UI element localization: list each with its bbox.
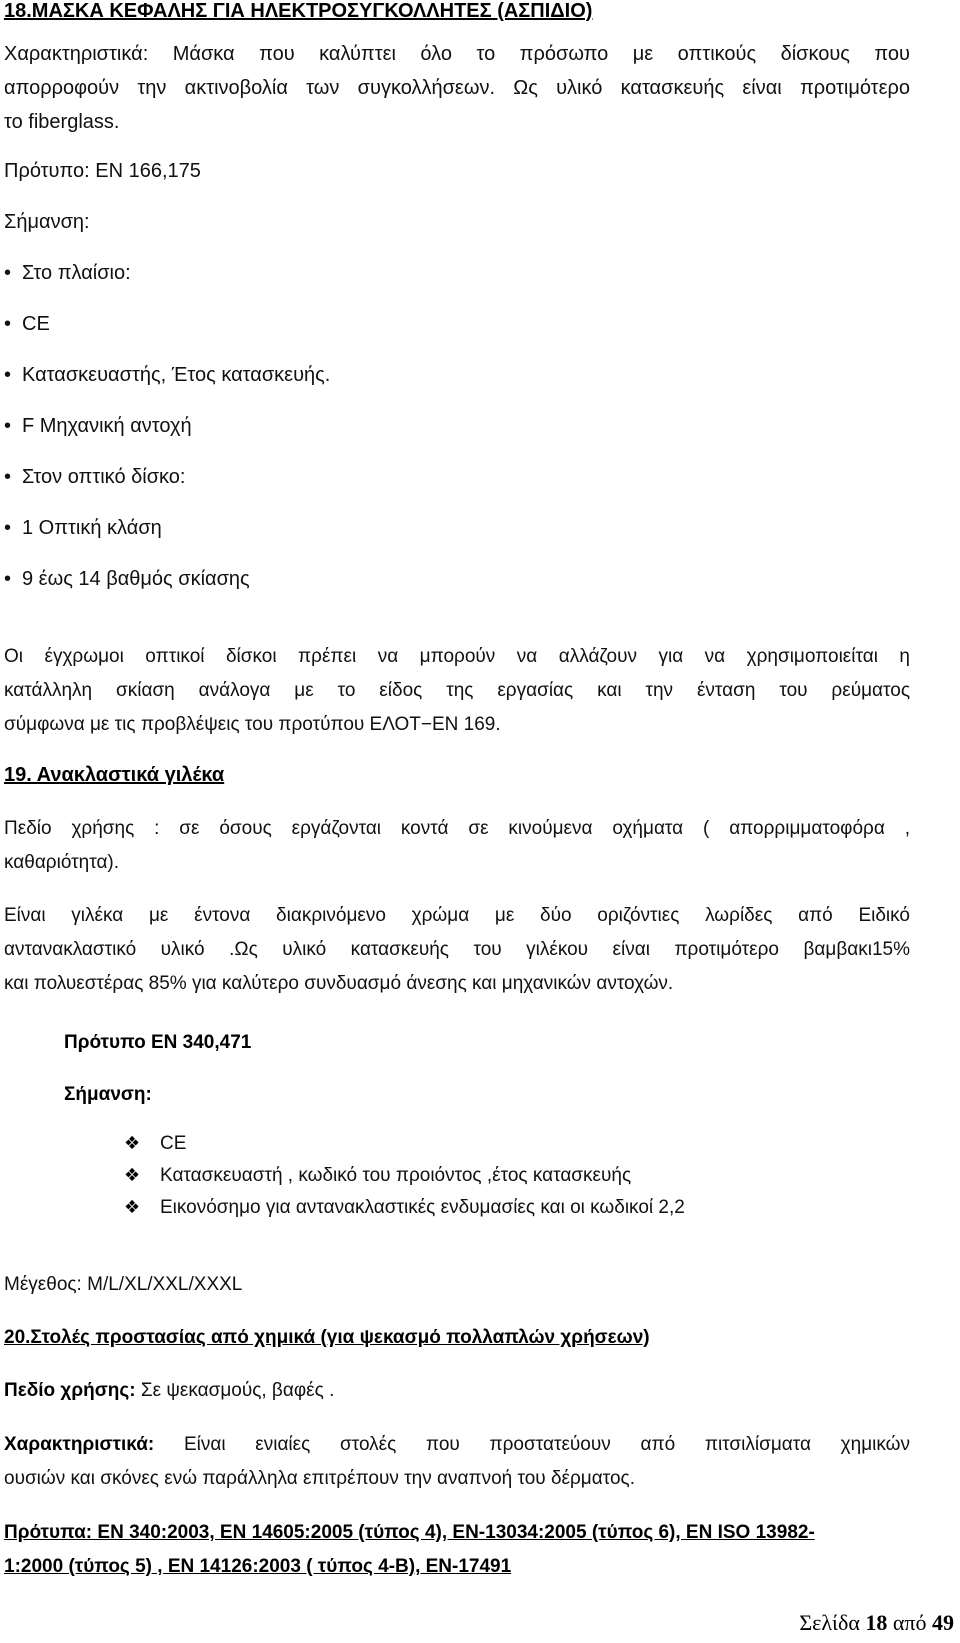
sec19-use-line-1: Πεδίο χρήσης : σε όσους εργάζονται κοντά σε κινούμενα οχήματα ( απορριμματοφόρα , xyxy=(4,818,910,839)
sec20-use-text: Σε ψεκασμούς, βαφές . xyxy=(135,1380,335,1401)
sec19-standard: Πρότυπο EN 340,471 xyxy=(64,1032,252,1053)
diamond-bullet-icon: ❖ xyxy=(124,1165,141,1185)
sec20-characteristics-line-2: ουσιών και σκόνες ενώ παράλληλα επιτρέπουν την αναπνοή του δέρματος. xyxy=(4,1468,635,1489)
sec18-paragraph-line-2: κατάλληλη σκίαση ανάλογα με το είδος της εργασίας και την ένταση του ρεύματος xyxy=(4,680,910,701)
sec18-bullet-item: 1 Οπτική κλάση xyxy=(22,517,162,539)
sec19-mark-item: Εικονόσημο για αντανακλαστικές ενδυμασίες και οι κωδικοί 2,2 xyxy=(160,1197,685,1218)
sec18-bullet-item: 9 έως 14 βαθμός σκίασης xyxy=(22,568,250,590)
footer-page-of: από xyxy=(887,1610,932,1635)
sec19-description-line-1: Είναι γιλέκα με έντονα διακρινόμενο χρώμα με δύο οριζόντιες λωρίδες από Ειδικό xyxy=(4,905,910,926)
sec19-use-line-2: καθαριότητα). xyxy=(4,852,120,873)
bullet-icon: • xyxy=(4,568,12,590)
sec18-bullet-item: Στον οπτικό δίσκο: xyxy=(22,466,186,488)
sec20-use-line xyxy=(4,1380,334,1402)
sec18-bullet-item: CE xyxy=(22,313,50,335)
sec18-paragraph-line-3: σύμφωνα με τις προβλέψεις του προτύπου ΕΛΟΤ−EN 169. xyxy=(4,714,501,735)
bullet-icon: • xyxy=(4,517,12,539)
sec18-bullet-item: F Μηχανική αντοχή xyxy=(22,415,192,437)
section-18-heading: 18.ΜΑΣΚΑ ΚΕΦΑΛΗΣ ΓΙΑ ΗΛΕΚΤΡΟΣΥΓΚΟΛΛΗΤΕΣ (ΑΣΠΙΔΙΟ) xyxy=(4,0,593,22)
bullet-icon: • xyxy=(4,262,12,284)
footer-page-prefix: Σελίδα xyxy=(799,1610,866,1635)
bullet-icon: • xyxy=(4,466,12,488)
sec18-characteristics-line-2: απορροφούν την ακτινοβολία των συγκολλήσεων. Ως υλικό κατασκευής είναι προτιμότερο xyxy=(4,77,910,99)
sec18-standard: Πρότυπο: EN 166,175 xyxy=(4,160,201,182)
sec18-bullet-item: Κατασκευαστής, Έτος κατασκευής. xyxy=(22,364,331,386)
sec20-use-label: Πεδίο χρήσης: xyxy=(4,1380,136,1401)
sec18-marking-label: Σήμανση: xyxy=(4,211,90,233)
section-19-heading: 19. Ανακλαστικά γιλέκα xyxy=(4,764,225,786)
sec19-marking-label: Σήμανση: xyxy=(64,1084,152,1105)
diamond-bullet-icon: ❖ xyxy=(124,1197,141,1217)
footer-page-total: 49 xyxy=(932,1610,954,1635)
sec20-standards-line-2: 1:2000 (τύπος 5) , EN 14126:2003 ( τύπος 4-B), EN-17491 xyxy=(4,1556,512,1577)
sec20-characteristics-line-1 xyxy=(4,1434,910,1456)
bullet-icon: • xyxy=(4,415,12,437)
section-20-heading: 20.Στολές προστασίας από χημικά (για ψεκασμό πολλαπλών χρήσεων) xyxy=(4,1327,650,1348)
sec18-bullet-item: Στο πλαίσιο: xyxy=(22,262,131,284)
sec20-standards-line-1: Πρότυπα: EN 340:2003, EN 14605:2005 (τύπος 4), EN-13034:2005 (τύπος 6), EN ISO 13982- xyxy=(4,1522,815,1543)
footer-page-number: 18 xyxy=(865,1610,888,1635)
sec20-characteristics-label: Χαρακτηριστικά: xyxy=(4,1434,155,1455)
sec19-description-line-3: και πολυεστέρας 85% για καλύτερο συνδυασμό άνεσης και μηχανικών αντοχών. xyxy=(4,973,674,994)
page-footer xyxy=(799,1610,954,1636)
diamond-bullet-icon: ❖ xyxy=(124,1133,141,1153)
sec18-paragraph-line-1: Οι έγχρωμοι οπτικοί δίσκοι πρέπει να μπορούν να αλλάζουν για να χρησιμοποιείται η xyxy=(4,646,910,667)
sec19-size: Μέγεθος: M/L/XL/XXL/XXXL xyxy=(4,1274,243,1295)
bullet-icon: • xyxy=(4,313,12,335)
sec19-mark-item: Κατασκευαστή , κωδικό του προιόντος ,έτος κατασκευής xyxy=(160,1165,632,1186)
sec18-characteristics-line-1: Χαρακτηριστικά: Μάσκα που καλύπτει όλο το πρόσωπο με οπτικούς δίσκους που xyxy=(4,43,910,65)
sec19-mark-item: CE xyxy=(160,1133,187,1154)
sec20-characteristics-text: Είναι ενιαίες στολές που προστατεύουν από πιτσιλίσματα χημικών xyxy=(154,1434,910,1455)
bullet-icon: • xyxy=(4,364,12,386)
sec18-characteristics-line-3: το fiberglass. xyxy=(4,111,120,133)
sec19-description-line-2: αντανακλαστικό υλικό .Ως υλικό κατασκευής του γιλέκου είναι προτιμότερο βαμβακι15% xyxy=(4,939,910,960)
